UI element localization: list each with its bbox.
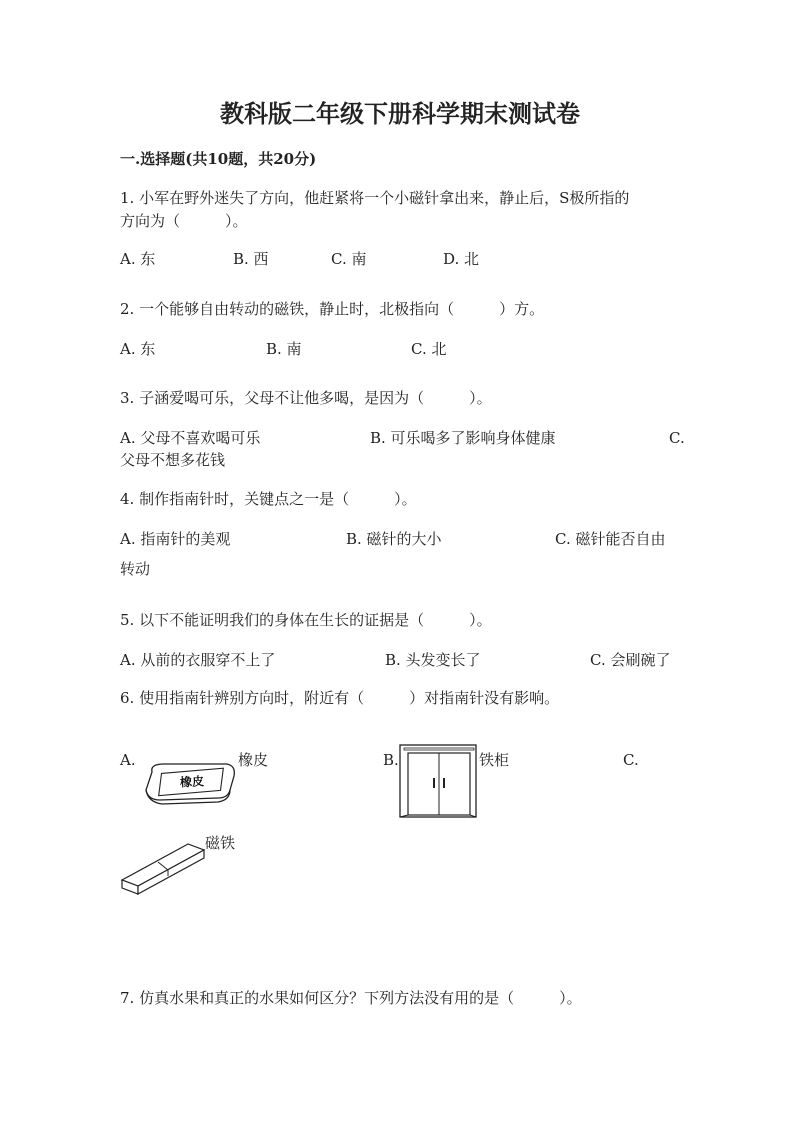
question-5-option-c: C. 会刷碗了 — [590, 651, 671, 669]
question-3-option-c-text: 父母不想多花钱 — [120, 451, 226, 469]
question-3-option-a: A. 父母不喜欢喝可乐 — [120, 429, 261, 447]
question-1-stem-line-1: 1. 小军在野外迷失了方向，他赶紧将一个小磁针拿出来，静止后，S极所指的 — [120, 189, 630, 207]
question-2-option-b: B. 南 — [266, 340, 302, 358]
question-4-stem: 4. 制作指南针时，关键点之一是（ ）。 — [120, 490, 417, 508]
question-6-option-c-label: C. — [623, 751, 639, 769]
question-6-option-c-text: 磁铁 — [205, 834, 236, 852]
question-4-option-c: C. 磁针能否自由 — [555, 530, 666, 548]
question-6-stem: 6. 使用指南针辨别方向时，附近有（ ）对指南针没有影响。 — [120, 689, 560, 707]
question-6-option-a-text: 橡皮 — [238, 751, 269, 769]
question-1-option-c: C. 南 — [331, 250, 367, 268]
question-5-option-a: A. 从前的衣服穿不上了 — [120, 651, 276, 669]
page-title: 教科版二年级下册科学期末测试卷 — [220, 99, 580, 128]
question-7-stem: 7. 仿真水果和真正的水果如何区分？下列方法没有用的是（ ）。 — [120, 989, 582, 1007]
question-3-option-c-label: C. — [669, 429, 685, 447]
question-6-option-a-label: A. — [120, 751, 136, 769]
question-3-stem: 3. 子涵爱喝可乐，父母不让他多喝，是因为（ ）。 — [120, 389, 492, 407]
question-5-option-b: B. 头发变长了 — [385, 651, 481, 669]
question-4-option-a: A. 指南针的美观 — [120, 530, 231, 548]
question-1-option-a: A. 东 — [120, 250, 156, 268]
question-1-option-b: B. 西 — [233, 250, 269, 268]
question-6-option-b-text: 铁柜 — [479, 751, 510, 769]
question-2-option-c: C. 北 — [411, 340, 447, 358]
eraser-illustration — [140, 760, 240, 810]
question-2-stem: 2. 一个能够自由转动的磁铁，静止时，北极指向（ ）方。 — [120, 300, 545, 318]
question-6-option-b-label: B. — [383, 751, 399, 769]
question-1-option-d: D. 北 — [443, 250, 480, 268]
question-4-option-c-cont: 转动 — [120, 560, 151, 578]
section-heading: 一.选择题(共10题，共20分) — [120, 150, 317, 168]
question-4-option-b: B. 磁针的大小 — [346, 530, 442, 548]
eraser-label: 橡皮 — [179, 774, 205, 790]
iron-cabinet-illustration — [399, 744, 479, 820]
question-1-stem-line-2: 方向为（ ）。 — [120, 212, 248, 230]
question-2-option-a: A. 东 — [120, 340, 156, 358]
question-3-option-b: B. 可乐喝多了影响身体健康 — [370, 429, 556, 447]
question-5-stem: 5. 以下不能证明我们的身体在生长的证据是（ ）。 — [120, 611, 492, 629]
bar-magnet-illustration — [118, 838, 208, 898]
